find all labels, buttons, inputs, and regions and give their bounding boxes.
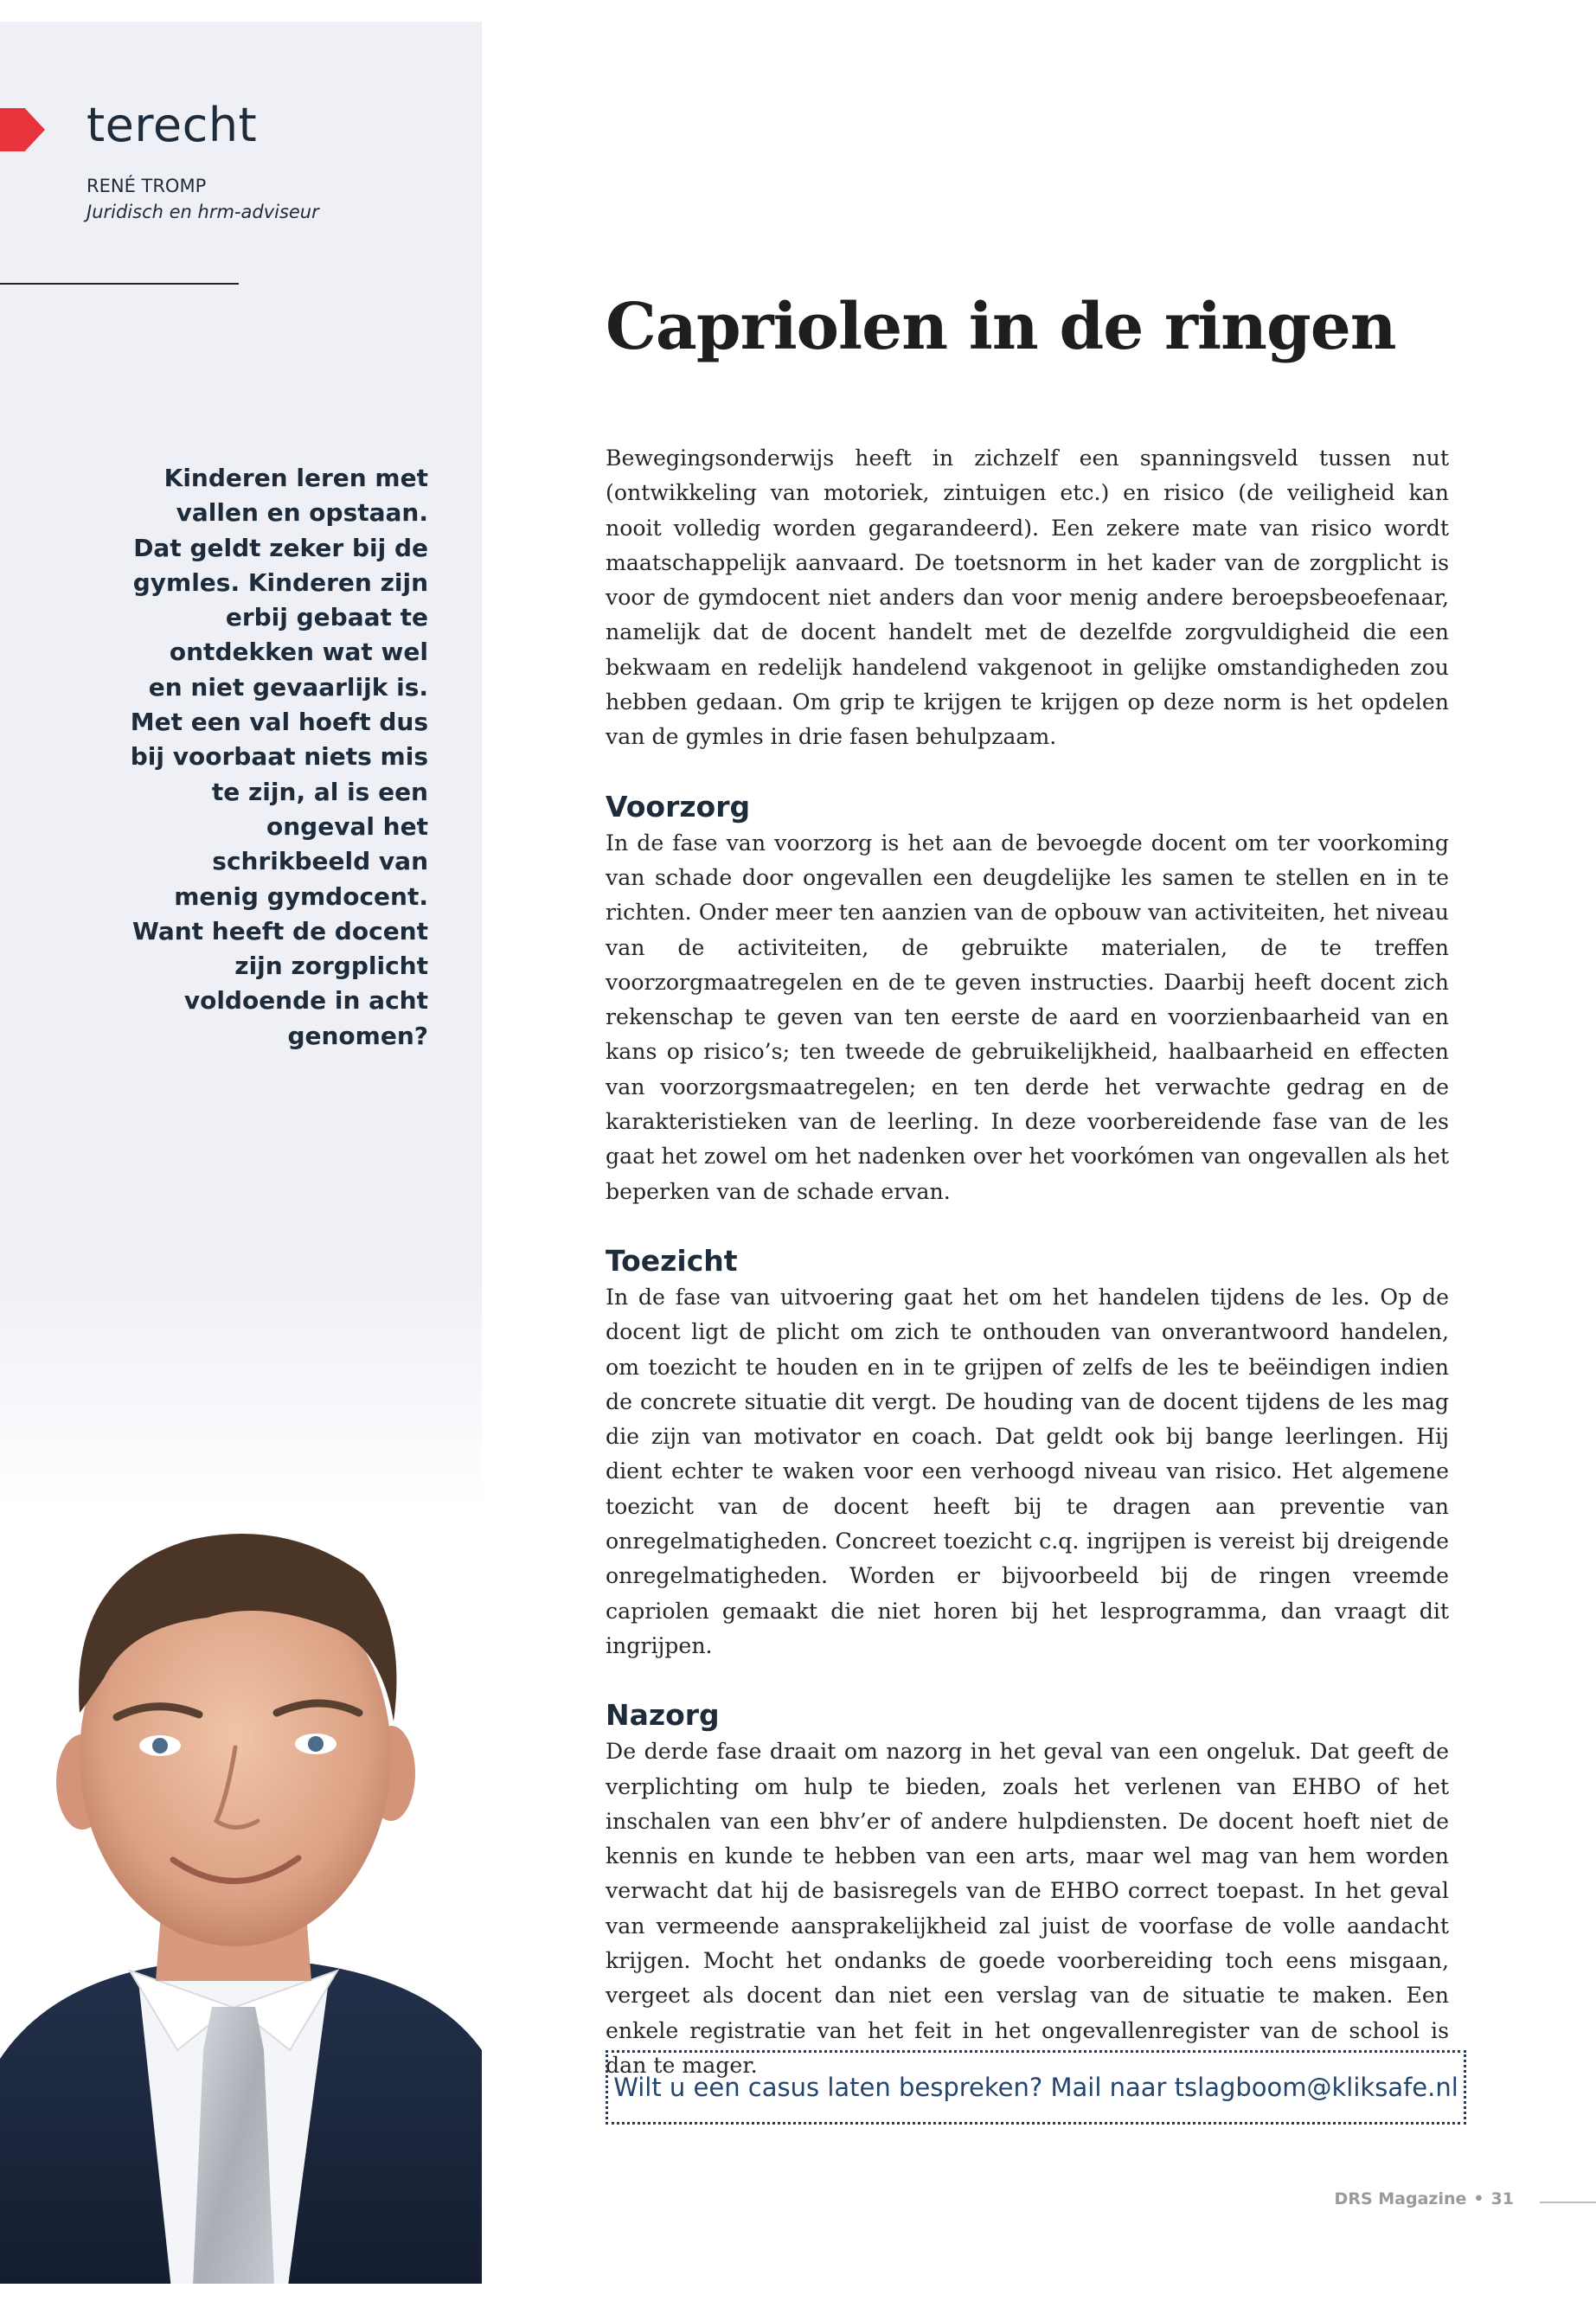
section-body-nazorg: De derde fase draait om nazorg in het geval van een ongeluk. Dat geeft de verplichting om hulp te bieden, zoals het verlenen van EHBO of het inschalen van een bhv’er of andere hulpdiensten. De docent hoeft niet de kennis en kunde te hebben van een arts, maar wel mag van hem worden verwacht dat hij de basisregels van de EHBO correct toepast. In het geval van vermeende aansprakelijkheid zal juist de voorfase de volle aandacht krijgen. Mocht het ondanks de goede voorbereiding toch eens misgaan, vergeet als docent dan niet een verslag van de situatie te maken. Een enkele registratie van het feit in het ongevallenregister van de school is dan te mager. — [606, 1739, 1449, 2078]
section-heading-nazorg: Nazorg — [606, 1698, 720, 1733]
page-footer — [1335, 2189, 1514, 2208]
sidebar — [0, 22, 482, 2284]
article-intro: Bewegingsonderwijs heeft in zichzelf een spanningsveld tussen nut (ontwikkeling van motoriek, zintuigen etc.) en risico (de veiligheid kan nooit volledig worden gegarandeerd). Een zekere mate van risico wordt maatschappelijk aanvaard. De toetsnorm in het kader van de zorgplicht is voor de gymdocent niet anders dan voor menig andere beroepsbeoefenaar, namelijk dat de docent handelt met de dezelfde zorgvuldigheid die een bekwaam en redelijk handelend vakgenoot in gelijke omstandigheden zou hebben gedaan. Om grip te krijgen te krijgen op deze norm is het opdelen van de gymles in drie fasen behulpzaam. — [606, 445, 1449, 750]
section-label: terecht — [87, 98, 258, 152]
footer-separator: • — [1473, 2189, 1484, 2208]
author-role: Juridisch en hrm-adviseur — [87, 202, 319, 222]
article-title: Capriolen in de ringen — [606, 290, 1396, 364]
article-body — [606, 441, 1449, 2083]
pullquote: Kinderen leren met vallen en opstaan. Dat geldt zeker bij de gymles. Kinderen zijn erbij gebaat te ontdekken wat wel en niet gevaarlijk is. Met een val hoeft dus bij voorbaat niets mis te zijn, al is een ongeval het schrikbeeld van menig gymdocent. Want heeft de docent zijn zorgplicht voldoende in acht genomen? — [130, 464, 428, 1050]
page-number: 31 — [1490, 2189, 1514, 2208]
divider — [0, 283, 239, 285]
section-heading-toezicht: Toezicht — [606, 1243, 738, 1278]
section-body-toezicht: In de fase van uitvoering gaat het om het handelen tijdens de les. Op de docent ligt de plicht om zich te onthouden van onverantwoord handelen, om toezicht te houden en in te grijpen of zelfs de les te beëindigen indien de concrete situatie dit vergt. De houding van de docent tijdens de les mag die zijn van motivator en coach. Dat geldt ook bij bange leerlingen. Hij dient echter te waken voor een verhoogd niveau van risico. Het algemene toezicht van de docent heeft bij te dragen aan preventie van onregelmatigheden. Concreet toezicht c.q. ingrijpen is vereist bij dreigende onregelmatigheden. Worden er bijvoorbeeld bij de ringen vreemde capriolen gemaakt die niet horen bij het lesprogramma, dan vraagt dit ingrijpen. — [606, 1284, 1449, 1658]
section-marker-icon — [0, 108, 45, 151]
author-portrait — [0, 1497, 482, 2284]
magazine-name: DRS Magazine — [1334, 2189, 1467, 2208]
footer-rule — [1540, 2202, 1596, 2203]
contact-callout[interactable]: Wilt u een casus laten bespreken? Mail naar tslagboom@kliksafe.nl — [606, 2050, 1466, 2125]
author-name: RENÉ TROMP — [87, 176, 207, 196]
section-body-voorzorg: In de fase van voorzorg is het aan de bevoegde docent om ter voorkoming van schade door ongevallen een deugdelijke les samen te stellen en in te richten. Onder meer ten aanzien van de opbouw van activiteiten, het niveau van de activiteiten, de gebruikte materialen, de te treffen voorzorgmaatregelen en de te geven instructies. Daarbij heeft docent zich rekenschap te geven van ten eerste de aard en voorzienbaarheid van en kans op risico’s; ten tweede de gebruikelijkheid, haalbaarheid en effecten van voorzorgsmaatregelen; en ten derde het verwachte gedrag en de karakteristieken van de leerling. In deze voorbereidende fase van de les gaat het zowel om het nadenken over het voorkómen van ongevallen als het beperken van de schade ervan. — [606, 830, 1449, 1204]
section-heading-voorzorg: Voorzorg — [606, 789, 751, 824]
